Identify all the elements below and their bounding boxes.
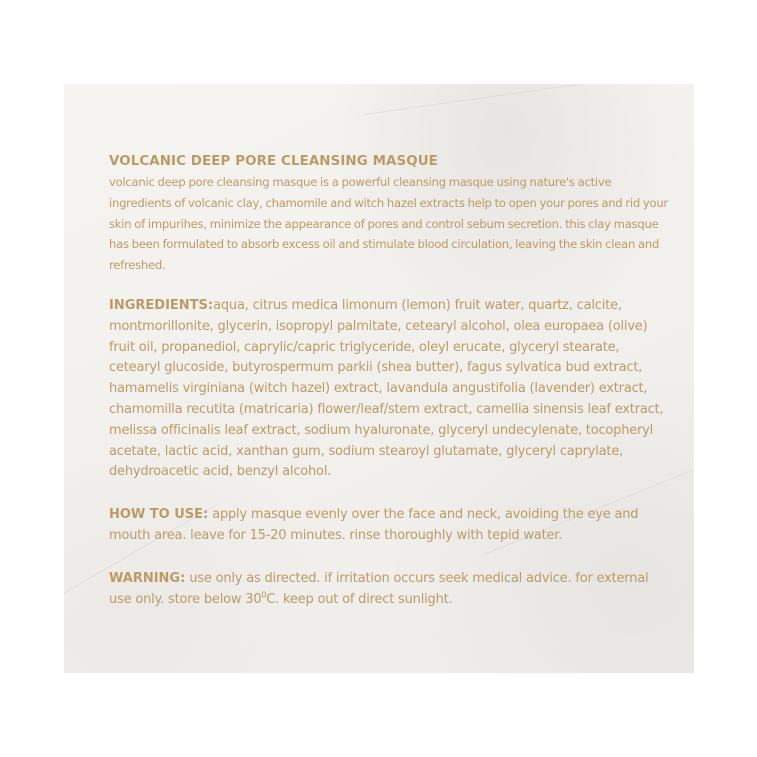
label-content — [109, 154, 669, 610]
ingredients-label: INGREDIENTS: — [109, 297, 214, 313]
warning-text-after: C. keep out of direct sunlight. — [266, 591, 453, 607]
ingredients-section — [109, 296, 669, 483]
warning-text-before: use only as directed. if irritation occurs seek medical advice. for external use only. store below 30 — [109, 570, 649, 607]
ingredients-text: aqua, citrus medica limonum (lemon) fruit water, quartz, calcite, montmorillonite, glycerin, isopropyl palmitate, cetearyl alcohol, olea europaea (olive) fruit oil, propanediol, caprylic/capric triglyceride, oleyl erucate, glyceryl stearate, cetearyl glucoside, butyrospermum parkii (shea butter), fagus sylvatica bud extract, hamamelis virginiana (witch hazel) extract, lavandula angustifolia (lavender) extract, chamomilla recutita (matricaria) flower/leaf/stem extract, camellia sinensis leaf extract, melissa officinalis leaf extract, sodium hyaluronate, glyceryl undecylenate, tocopheryl acetate, lactic acid, xanthan gum, sodium stearoyl glutamate, glyceryl caprylate, dehydroacetic acid, benzyl alcohol. — [109, 297, 664, 480]
degree-mark: 0 — [261, 590, 267, 600]
product-title: VOLCANIC DEEP PORE CLEANSING MASQUE — [109, 154, 438, 169]
product-label-card — [64, 84, 694, 673]
how-to-use-section — [109, 505, 669, 547]
marble-vein — [364, 84, 622, 115]
warning-section — [109, 569, 669, 611]
how-to-use-label: HOW TO USE: — [109, 507, 209, 523]
product-description: volcanic deep pore cleansing masque is a powerful cleansing masque using nature's active ingredients of volcanic clay, chamomile and witch hazel extracts help to open your pores and rid your skin of impurihes, minimize the appearance of pores and control sebum secretion. this clay masque has been formulated to absorb excess oil and stimulate blood circulation, leaving the skin clean and refreshed. — [109, 175, 668, 273]
how-to-use-text: apply masque evenly over the face and neck, avoiding the eye and mouth area. leave for 15-20 minutes. rinse thoroughly with tepid water. — [109, 507, 639, 543]
warning-label: WARNING: — [109, 570, 186, 586]
